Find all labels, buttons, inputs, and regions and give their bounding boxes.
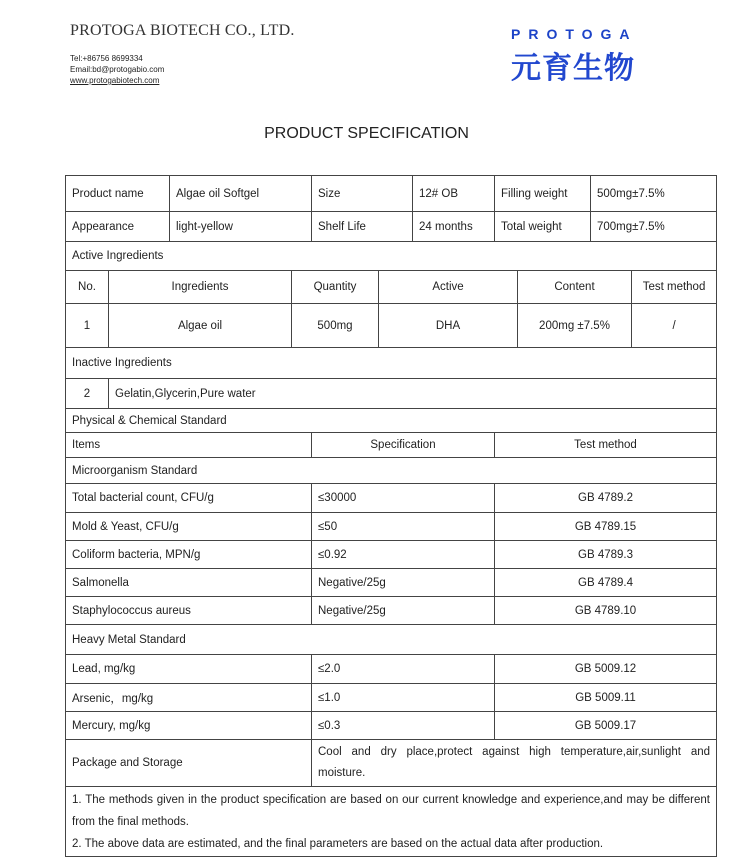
column-header: Ingredients bbox=[109, 271, 292, 304]
inactive-no: 2 bbox=[66, 379, 109, 409]
table-row-item: Mercury, mg/kg bbox=[66, 712, 312, 740]
ingredient-content: 200mg ±7.5% bbox=[518, 304, 632, 348]
table-row-method: GB 5009.17 bbox=[495, 712, 717, 740]
shelf-life-value: 24 months bbox=[413, 212, 495, 242]
contact-email: Email:bd@protogabio.com bbox=[70, 65, 165, 74]
table-row-method: GB 5009.12 bbox=[495, 655, 717, 684]
table-row-item: Staphylococcus aureus bbox=[66, 597, 312, 625]
filling-weight-value: 500mg±7.5% bbox=[591, 176, 717, 212]
column-header-items: Items bbox=[66, 433, 312, 458]
total-weight-value: 700mg±7.5% bbox=[591, 212, 717, 242]
contact-info bbox=[70, 53, 164, 86]
heavy-metal-heading: Heavy Metal Standard bbox=[66, 625, 717, 655]
logo-english: PROTOGA bbox=[511, 26, 638, 42]
appearance-label: Appearance bbox=[66, 212, 170, 242]
appearance-value: light-yellow bbox=[170, 212, 312, 242]
page-title: PRODUCT SPECIFICATION bbox=[264, 125, 469, 142]
column-header-specification: Specification bbox=[312, 433, 495, 458]
table-row-item: Lead, mg/kg bbox=[66, 655, 312, 684]
ingredient-test-method: / bbox=[632, 304, 717, 348]
ingredient-quantity: 500mg bbox=[292, 304, 379, 348]
table-row-item: Mold & Yeast, CFU/g bbox=[66, 513, 312, 541]
inactive-ingredients-list: Gelatin,Glycerin,Pure water bbox=[109, 379, 717, 409]
notes-cell bbox=[66, 787, 717, 857]
table-row-spec: ≤2.0 bbox=[312, 655, 495, 684]
shelf-life-label: Shelf Life bbox=[312, 212, 413, 242]
note-1: 1. The methods given in the product specification are based on our current knowledge and experience,and may be different from the final methods. bbox=[72, 793, 711, 828]
column-header: No. bbox=[66, 271, 109, 304]
table-row-method: GB 4789.4 bbox=[495, 569, 717, 597]
note-2: 2. The above data are estimated, and the final parameters are based on the actual data after production. bbox=[72, 837, 604, 850]
table-row-method: GB 4789.3 bbox=[495, 541, 717, 569]
package-storage-label: Package and Storage bbox=[66, 740, 312, 787]
table-row-spec: ≤0.92 bbox=[312, 541, 495, 569]
microorganism-heading: Microorganism Standard bbox=[66, 458, 717, 484]
table-row-method: GB 4789.2 bbox=[495, 484, 717, 513]
table-row-item: Salmonella bbox=[66, 569, 312, 597]
company-logo bbox=[511, 26, 641, 86]
product-name-label: Product name bbox=[66, 176, 170, 212]
ingredient-name: Algae oil bbox=[109, 304, 292, 348]
column-header: Quantity bbox=[292, 271, 379, 304]
standards-table bbox=[65, 408, 717, 857]
table-row-method: GB 4789.15 bbox=[495, 513, 717, 541]
contact-tel: Tel:+86756 8699334 bbox=[70, 54, 143, 63]
table-row-spec: ≤30000 bbox=[312, 484, 495, 513]
inactive-ingredients-heading: Inactive Ingredients bbox=[66, 348, 717, 379]
column-header: Test method bbox=[632, 271, 717, 304]
logo-chinese: 元育生物 bbox=[511, 51, 635, 86]
table-row-item: Arsenic，mg/kg bbox=[66, 684, 312, 712]
filling-weight-label: Filling weight bbox=[495, 176, 591, 212]
size-label: Size bbox=[312, 176, 413, 212]
column-header-test-method: Test method bbox=[495, 433, 717, 458]
total-weight-label: Total weight bbox=[495, 212, 591, 242]
table-row-spec: ≤50 bbox=[312, 513, 495, 541]
column-header: Content bbox=[518, 271, 632, 304]
table-row-item: Coliform bacteria, MPN/g bbox=[66, 541, 312, 569]
column-header: Active bbox=[379, 271, 518, 304]
table-row-item: Total bacterial count, CFU/g bbox=[66, 484, 312, 513]
active-ingredients-table bbox=[65, 241, 717, 348]
table-row-spec: ≤0.3 bbox=[312, 712, 495, 740]
ingredient-active: DHA bbox=[379, 304, 518, 348]
table-row-method: GB 5009.11 bbox=[495, 684, 717, 712]
contact-website-link[interactable]: www.protogabiotech.com bbox=[70, 76, 160, 85]
product-name-value: Algae oil Softgel bbox=[170, 176, 312, 212]
table-row-spec: Negative/25g bbox=[312, 569, 495, 597]
table-row-spec: ≤1.0 bbox=[312, 684, 495, 712]
product-info-table bbox=[65, 175, 717, 242]
inactive-ingredients-table bbox=[65, 347, 717, 409]
physical-chemical-heading: Physical & Chemical Standard bbox=[66, 409, 717, 433]
package-storage-value: Cool and dry place,protect against high temperature,air,sunlight and moisture. bbox=[312, 740, 717, 787]
size-value: 12# OB bbox=[413, 176, 495, 212]
company-name: PROTOGA BIOTECH CO., LTD. bbox=[70, 22, 295, 39]
ingredient-no: 1 bbox=[66, 304, 109, 348]
table-row-method: GB 4789.10 bbox=[495, 597, 717, 625]
active-ingredients-heading: Active Ingredients bbox=[66, 242, 717, 271]
table-row-spec: Negative/25g bbox=[312, 597, 495, 625]
